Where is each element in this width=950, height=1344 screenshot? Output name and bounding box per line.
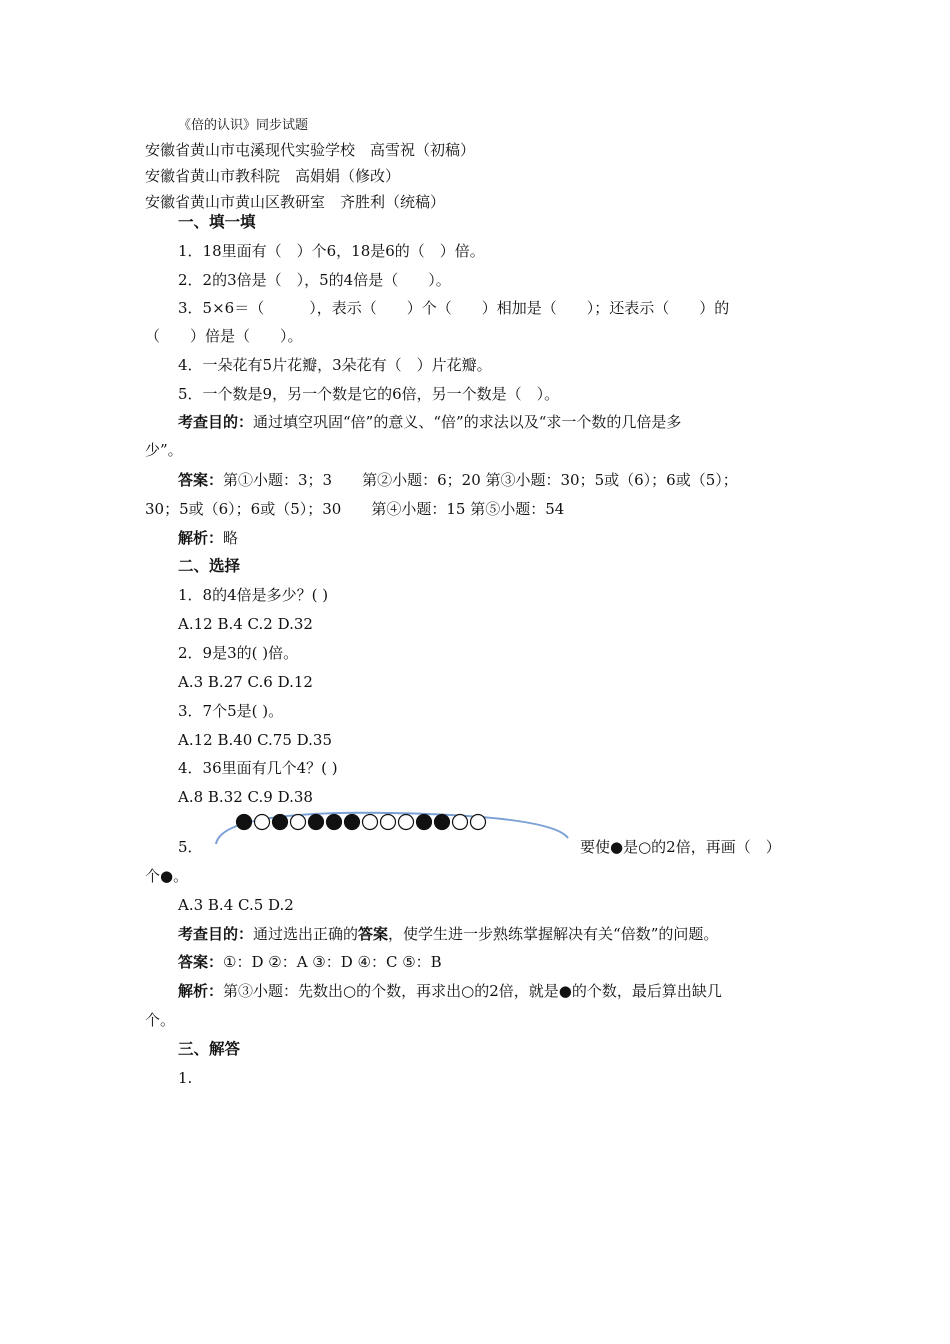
- empty-ball: [399, 815, 414, 830]
- s2-q1: 1．8的4倍是多少？( ): [178, 586, 329, 604]
- empty-ball: [255, 815, 270, 830]
- empty-ball: [363, 815, 378, 830]
- s1-q3-line2: （ ）倍是（ ）。: [145, 327, 303, 345]
- filled-ball: [327, 815, 342, 830]
- section-1-heading: 一、填一填: [178, 212, 256, 231]
- s2-q5-options: A.3 B.4 C.5 D.2: [178, 896, 294, 914]
- s1-q3-line1: 3．5×6＝（ ），表示（ ）个（ ）相加是（ ）；还表示（ ）的: [178, 299, 730, 317]
- empty-ball: [291, 815, 306, 830]
- section-3-heading: 三、解答: [178, 1039, 241, 1058]
- s2-q1-options: A.12 B.4 C.2 D.32: [178, 615, 313, 633]
- doc-title: 《倍的认识》同步试题: [178, 118, 309, 133]
- author-line-2: 安徽省黄山市教科院 高娟娟（修改）: [145, 167, 401, 185]
- s1-q4: 4．一朵花有5片花瓣，3朵花有（ ）片花瓣。: [178, 356, 492, 374]
- s2-q4-options: A.8 B.32 C.9 D.38: [178, 788, 313, 806]
- balls-figure: [212, 808, 572, 848]
- filled-ball: [345, 815, 360, 830]
- filled-ball: [273, 815, 288, 830]
- s2-q4: 4．36里面有几个4？( ): [178, 759, 338, 777]
- s1-purpose: 考查目的：通过填空巩固“倍”的意义、“倍”的求法以及“求一个数的几倍是多: [178, 413, 682, 431]
- s2-q3-options: A.12 B.40 C.75 D.35: [178, 731, 333, 749]
- s2-q3: 3．7个5是( )。: [178, 702, 284, 720]
- empty-ball: [381, 815, 396, 830]
- s1-q1: 1．18里面有（ ）个6，18是6的（ ）倍。: [178, 242, 485, 260]
- author-line-1: 安徽省黄山市屯溪现代实验学校 高雪祝（初稿）: [145, 141, 476, 159]
- s2-answer: 答案：①：D ②：A ③：D ④：C ⑤：B: [178, 953, 442, 971]
- filled-ball: [237, 815, 252, 830]
- s1-analysis: 解析：略: [178, 529, 239, 547]
- s2-analysis-line2: 个。: [145, 1011, 176, 1029]
- filled-ball: [417, 815, 432, 830]
- s1-answer: 答案：第①小题：3；3 第②小题：6；20 第③小题：30；5或（6）；6或（5）；: [178, 471, 738, 489]
- s2-q2-options: A.3 B.27 C.6 D.12: [178, 673, 313, 691]
- s1-answer-line2: 30；5或（6）；6或（5）；30 第④小题：15 第⑤小题：54: [145, 500, 565, 518]
- empty-ball: [471, 815, 486, 830]
- s2-q2: 2．9是3的( )倍。: [178, 644, 299, 662]
- filled-ball: [309, 815, 324, 830]
- filled-ball: [435, 815, 450, 830]
- s1-purpose-line2: 少”。: [145, 441, 183, 459]
- author-line-3: 安徽省黄山市黄山区教研室 齐胜利（统稿）: [145, 193, 446, 211]
- s2-q5-text-line2: 个●。: [145, 867, 189, 885]
- s1-q2: 2．2的3倍是（ ），5的4倍是（ ）。: [178, 271, 451, 289]
- s2-analysis: 解析：第③小题：先数出○的个数，再求出○的2倍，就是●的个数，最后算出缺几: [178, 982, 722, 1000]
- s3-q1: 1.: [178, 1069, 193, 1087]
- s2-q5-number: 5．: [178, 838, 203, 856]
- balls-group: [237, 815, 486, 830]
- empty-ball: [453, 815, 468, 830]
- s2-purpose: 考查目的：通过选出正确的答案，使学生进一步熟练掌握解决有关“倍数”的问题。: [178, 925, 719, 943]
- section-2-heading: 二、选择: [178, 556, 241, 575]
- s1-q5: 5．一个数是9，另一个数是它的6倍，另一个数是（ ）。: [178, 385, 560, 403]
- s2-q5-text: 要使●是○的2倍，再画（ ）: [580, 838, 781, 856]
